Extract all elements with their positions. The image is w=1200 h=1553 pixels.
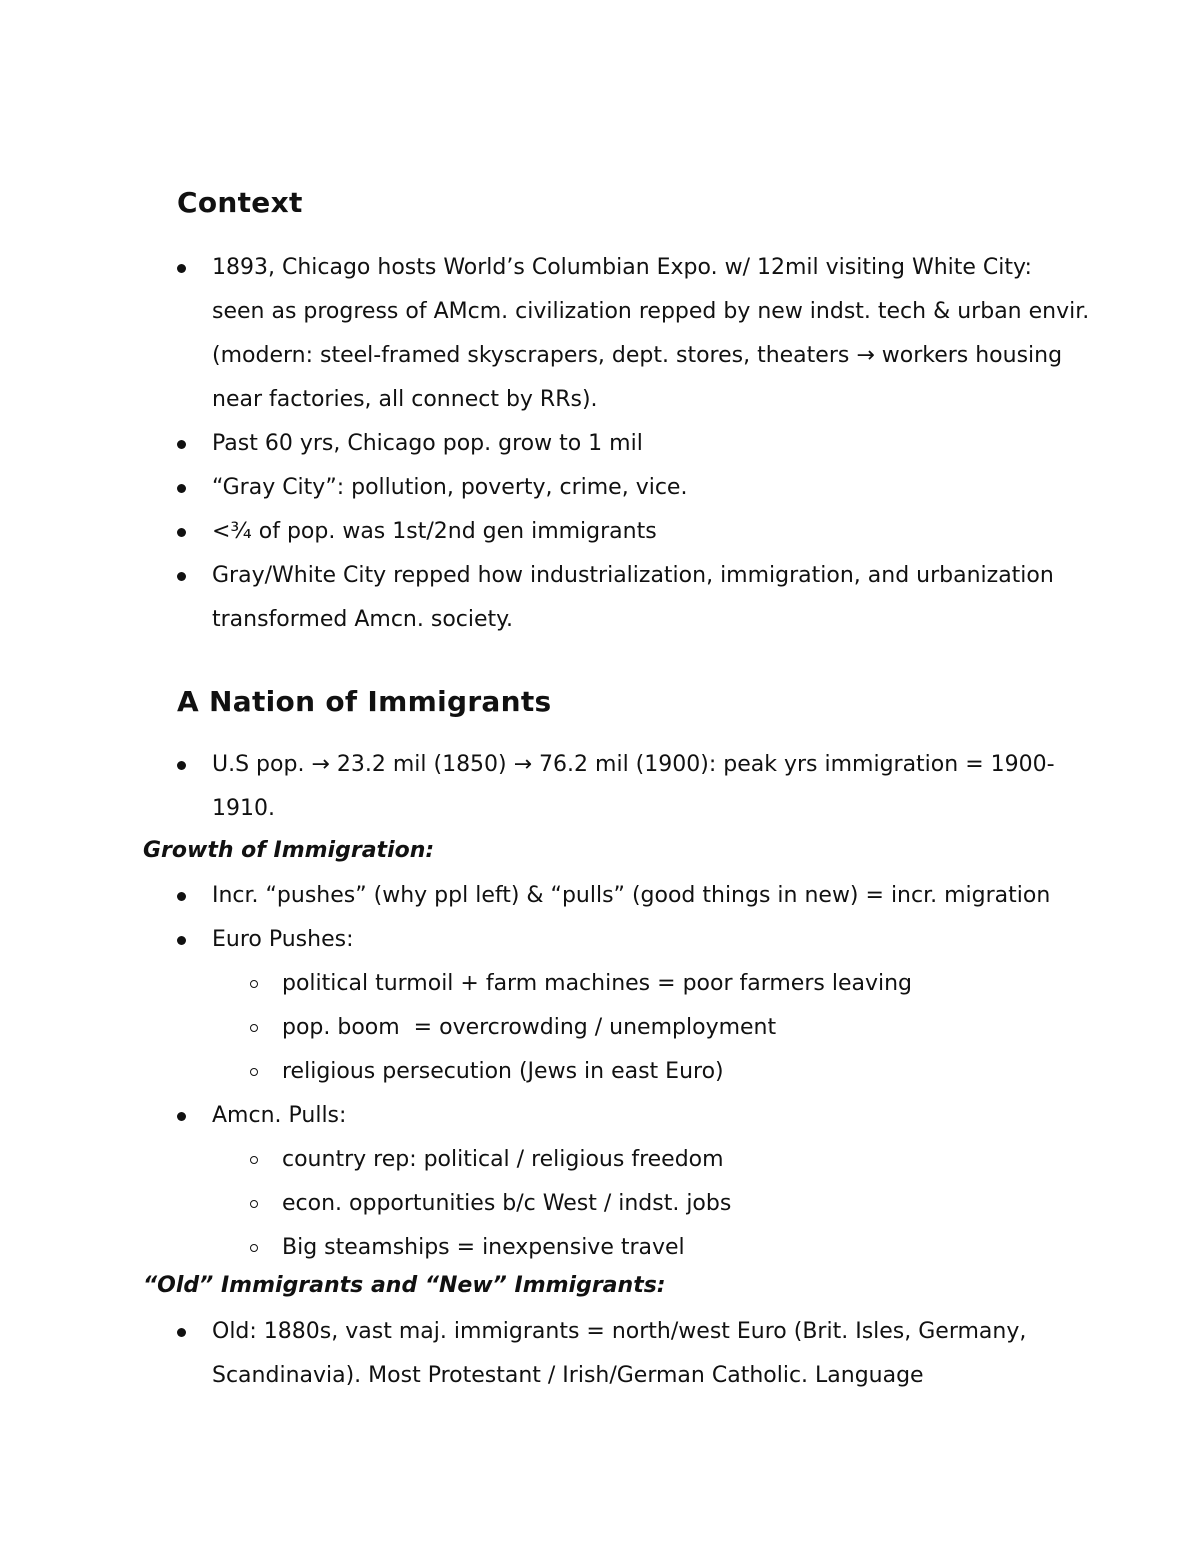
heading-nation-of-immigrants: A Nation of Immigrants bbox=[177, 685, 552, 718]
bullet-icon bbox=[177, 264, 186, 273]
list-item: Incr. “pushes” (why ppl left) & “pulls” (good things in new) = incr. migration bbox=[0, 874, 1200, 918]
bullet-icon bbox=[177, 892, 186, 901]
subheading-growth-of-immigration: Growth of Immigration: bbox=[143, 838, 435, 863]
context-list bbox=[0, 246, 1200, 642]
list-item: Amcn. Pulls: country rep: political / religious freedom econ. opportunities b/c West / indst. jobs Big steamships = inexpensive travel bbox=[0, 1094, 1200, 1270]
bullet-icon bbox=[177, 572, 186, 581]
bullet-icon bbox=[177, 528, 186, 537]
euro-pushes-sublist bbox=[212, 962, 1090, 1094]
hollow-bullet-icon bbox=[250, 1200, 258, 1208]
list-item: Gray/White City repped how industrialization, immigration, and urbanization transformed Amcn. society. bbox=[0, 554, 1200, 642]
hollow-bullet-icon bbox=[250, 980, 258, 988]
nation-list bbox=[0, 743, 1200, 831]
hollow-bullet-icon bbox=[250, 1068, 258, 1076]
bullet-icon bbox=[177, 761, 186, 770]
sublist-item: country rep: political / religious freedom bbox=[212, 1138, 1090, 1182]
list-item: “Gray City”: pollution, poverty, crime, vice. bbox=[0, 466, 1200, 510]
hollow-bullet-icon bbox=[250, 1244, 258, 1252]
subheading-old-and-new-immigrants: “Old” Immigrants and “New” Immigrants: bbox=[143, 1273, 666, 1298]
bullet-icon bbox=[177, 1328, 186, 1337]
sublist-item: econ. opportunities b/c West / indst. jobs bbox=[212, 1182, 1090, 1226]
old-new-list bbox=[0, 1310, 1200, 1398]
list-item: <¾ of pop. was 1st/2nd gen immigrants bbox=[0, 510, 1200, 554]
heading-context: Context bbox=[177, 186, 303, 219]
list-item: Old: 1880s, vast maj. immigrants = north/west Euro (Brit. Isles, Germany, Scandinavia). Most Protestant / Irish/German Catholic. Language bbox=[0, 1310, 1200, 1398]
bullet-icon bbox=[177, 1112, 186, 1121]
bullet-icon bbox=[177, 440, 186, 449]
list-item: Euro Pushes: political turmoil + farm machines = poor farmers leaving pop. boom = overcrowding / unemployment religious persecution (Jews in east Euro) bbox=[0, 918, 1200, 1094]
sublist-item: political turmoil + farm machines = poor farmers leaving bbox=[212, 962, 1090, 1006]
list-item: Past 60 yrs, Chicago pop. grow to 1 mil bbox=[0, 422, 1200, 466]
sublist-item: pop. boom = overcrowding / unemployment bbox=[212, 1006, 1090, 1050]
amcn-pulls-sublist bbox=[212, 1138, 1090, 1270]
growth-list bbox=[0, 874, 1200, 1270]
hollow-bullet-icon bbox=[250, 1024, 258, 1032]
hollow-bullet-icon bbox=[250, 1156, 258, 1164]
sublist-item: Big steamships = inexpensive travel bbox=[212, 1226, 1090, 1270]
bullet-icon bbox=[177, 484, 186, 493]
list-item: U.S pop. → 23.2 mil (1850) → 76.2 mil (1900): peak yrs immigration = 1900-1910. bbox=[0, 743, 1200, 831]
list-item: 1893, Chicago hosts World’s Columbian Expo. w/ 12mil visiting White City: seen as progress of AMcm. civilization repped by new indst. tech & urban envir. (modern: steel-framed skyscrapers, dept. stores, theaters → workers housing near factories, all connect by RRs). bbox=[0, 246, 1200, 422]
bullet-icon bbox=[177, 936, 186, 945]
sublist-item: religious persecution (Jews in east Euro) bbox=[212, 1050, 1090, 1094]
